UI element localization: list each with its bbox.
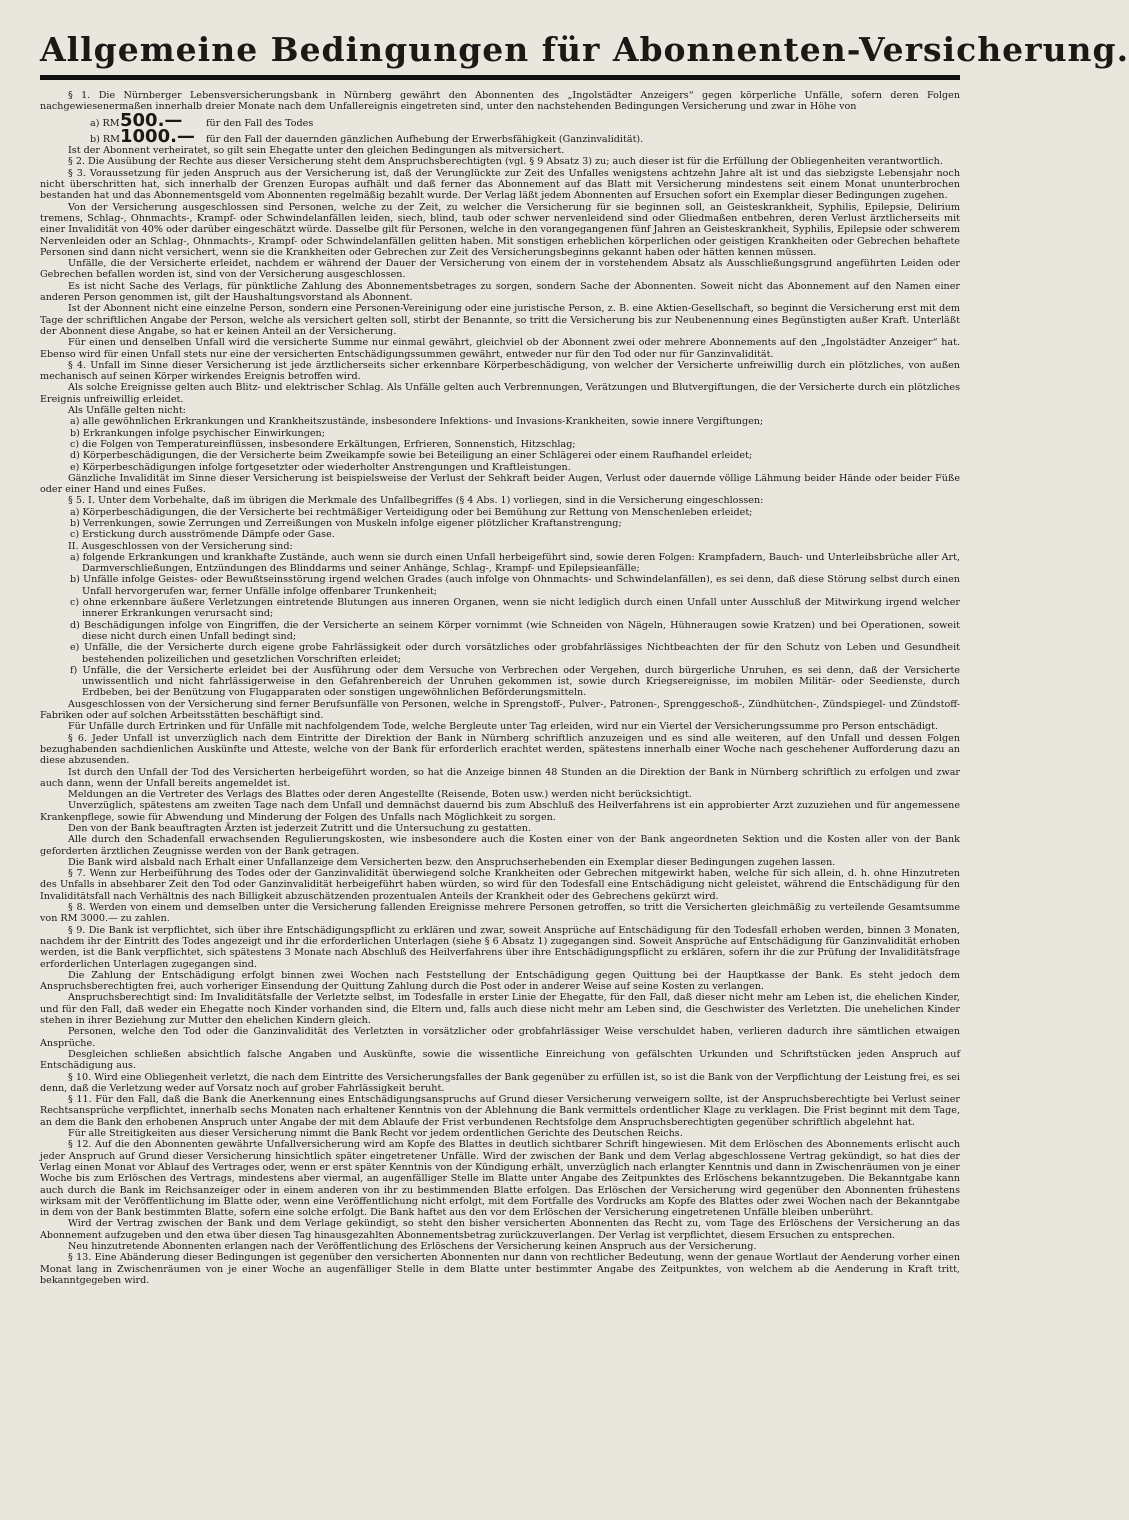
paragraph: § 13. Eine Abänderung dieser Bedingungen ist gegenüber den versicherten Abonnenten nur dann von rechtlicher Bedeutung, wenn der genaue Wortlaut der Aenderung vorher einen Monat lang in Zwischenräumen von je einer Woche an augenfälliger Stelle in dem Blatte unter bestimmter Angabe des Zeitpunktes, von welchem ab die Aenderung in Kraft tritt, bekanntgegeben wird. [40,1252,960,1286]
paragraph: § 5. I. Unter dem Vorbehalte, daß im übrigen die Merkmale des Unfallbegriffes (§ 4 Abs. 1) vorliegen, sind in die Versicherung eingeschlossen: [68,495,764,507]
paragraph: Ist der Abonnent nicht eine einzelne Person, sondern eine Personen-Vereinigung oder eine juristische Person, z. B. eine Aktien-Gesellschaft, so beginnt die Versicherung erst mit dem Tage der schriftlichen Angabe der Person, welche als versichert gelten soll, stirbt der Benannte, so tritt die Versicherung bis zur Neubenennung eines Begünstigten außer Kraft. Unterläßt der Abonnent diese Angabe, so hat er keinen Anteil an der Versicherung. [40,303,960,337]
list-item: a) folgende Erkrankungen und krankhafte Zustände, auch wenn sie durch einen Unfall herbeigeführt sind, sowie deren Folgen: Krampfadern, Bauch- und Unterleibsbrüche aller Art, Darmverschließungen, Entzündungen des Blinddarms und seiner Anhänge, Schlag-, Krampf- und Epilepsieanfälle; [70,551,960,575]
amount-label: a) RM [90,117,120,129]
exclusion-list-2 [70,552,960,699]
section-main [40,145,960,416]
paragraph: Für einen und denselben Unfall wird die versicherte Summe nur einmal gewährt, gleichviel ob der Abonnent zwei oder mehrere Abonnements auf den „Ingolstädter Anzeiger“ hat. Ebenso wird für einen Unfall stets nur eine der versicherten Entschädigungssummen gewährt, entweder nur für den Tod oder nur für Ganzinvalidität. [40,337,960,360]
list-item: a) Körperbeschädigungen, die der Versicherte bei rechtmäßiger Verteidigung oder bei Bemühung zur Rettung von Menschenleben erleidet; [70,506,753,518]
paragraph: Für alle Streitigkeiten aus dieser Versicherung nimmt die Bank Recht vor jedem ordentlichen Gerichte des Deutschen Reichs. [68,1128,683,1140]
paragraph: Für Unfälle durch Ertrinken und für Unfälle mit nachfolgendem Tode, welche Bergleute unter Tag erleiden, wird nur ein Viertel der Versicherungssumme pro Person entschädigt. [68,721,939,733]
paragraph: § 11. Für den Fall, daß die Bank die Anerkennung eines Entschädigungsanspruchs auf Grund dieser Versicherung verweigern sollte, ist der Anspruchsberechtigte bei Verlust seiner Rechtsansprüche verpflichtet, innerhalb sechs Monaten nach erhaltener Kenntnis von der Ablehnung die Bank vermittels ordentlicher Klage zu verklagen. Die Frist beginnt mit dem Tage, an dem die Bank den erhobenen Anspruch unter Angabe der mit dem Ablaufe der Frist verbundenen Rechtsfolge dem Anspruchsberechtigten gegenüber schriftlich abgelehnt hat. [40,1094,960,1128]
list-item: e) Unfälle, die der Versicherte durch eigene grobe Fahrlässigkeit oder durch vorsätzliches oder grobfahrlässiges Nichtbeachten der für den Schutz von Leben und Gesundheit bestehenden polizeilichen und gesetzlichen Vorschriften erleidet; [70,642,960,665]
intro-paragraph: § 1. Die Nürnberger Lebensversicherungsbank in Nürnberg gewährt den Abonnenten des „Ingolstädter Anzeigers“ gegen körperliche Unfälle, sofern deren Folgen nachgewiesenermaßen innerhalb dreier Monate nach dem Unfallereignis eingetreten sind, unter den nachstehenden Bedingungen Versicherung und zwar in Höhe von [40,90,960,113]
paragraph: Alle durch den Schadenfall erwachsenden Regulierungskosten, wie insbesondere auch die Kosten einer von der Bank angeordneten Sektion und die Kosten aller von der Bank geforderten ärztlichen Zeugnisse werden von der Bank getragen. [40,834,960,857]
paragraph: Die Bank wird alsbald nach Erhalt einer Unfallanzeige dem Versicherten bezw. den Anspruchserhebenden ein Exemplar dieser Bedingungen zugehen lassen. [68,856,836,868]
paragraph: § 2. Die Ausübung der Rechte aus dieser Versicherung steht dem Anspruchsberechtigten (vgl. § 9 Absatz 3) zu; auch dieser ist für die Erfüllung der Obliegenheiten verantwortlich. [68,156,943,168]
paragraph: Wird der Vertrag zwischen der Bank und dem Verlage gekündigt, so steht den bisher versicherten Abonnenten das Recht zu, vom Tage des Erlöschens der Versicherung an das Abonnement aufzugeben und den etwa über diesen Tag hinausgezahlten Abonnementsbetrag zurückzuverlangen. Der Verlag ist verpflichtet, diesem Ersuchen zu entsprechen. [40,1218,960,1241]
section-claims [40,699,960,1286]
paragraph: § 6. Jeder Unfall ist unverzüglich nach dem Eintritte der Direktion der Bank in Nürnberg schriftlich anzuzeigen und es sind alle weiteren, auf den Unfall und dessen Folgen bezughabenden sachdienlichen Auskünfte und Atteste, welche von der Bank für erforderlich erachtet werden, spätestens innerhalb einer Woche nach geschehener Aufforderung dazu an diese abzusenden. [40,732,960,767]
paragraph: Unverzüglich, spätestens am zweiten Tage nach dem Unfall und demnächst dauernd bis zum Abschluß des Heilverfahrens ist ein approbierter Arzt zuzuziehen und für angemessene Krankenpflege, sowie für Abwendung und Minderung der Folgen des Unfalls nach Möglichkeit zu sorgen. [40,800,960,823]
list-item: c) Erstickung durch ausströmende Dämpfe oder Gase. [70,529,335,541]
paragraph: Ausgeschlossen von der Versicherung sind ferner Berufsunfälle von Personen, welche in Sprengstoff-, Pulver-, Patronen-, Sprenggeschoß-, Zündhütchen-, Zündspiegel- und Zündstoff-Fabriken oder auf solchen Arbeitsstätten beschäftigt sind. [40,698,960,722]
paragraph: § 10. Wird eine Obliegenheit verletzt, die nach dem Eintritte des Versicherungsfalles der Bank gegenüber zu erfüllen ist, so ist die Bank von der Verpflichtung der Leistung frei, es sei denn, daß die Verletzung weder auf Vorsatz noch auf grober Fahrlässigkeit beruht. [40,1071,960,1094]
paragraph: Die Zahlung der Entschädigung erfolgt binnen zwei Wochen nach Feststellung der Entschädigung gegen Quittung bei der Hauptkasse der Bank. Es steht jedoch dem Anspruchsberechtigten frei, auch vorheriger Einsendung der Quittung Zahlung durch die Post oder in anderer Weise auf seine Kosten zu verlangen. [40,969,960,993]
paragraph: Ist der Abonnent verheiratet, so gilt sein Ehegatte unter den gleichen Bedingungen als mitversichert. [68,145,565,157]
list-item: d) Körperbeschädigungen, die der Versicherte beim Zweikampfe sowie bei Beteiligung an einer Schlägerei oder einem Raufhandel erleidet; [70,450,753,462]
paragraph: Den von der Bank beauftragten Ärzten ist jederzeit Zutritt und die Untersuchung zu gestatten. [68,823,532,834]
document-title: Allgemeine Bedingungen für Abonnenten-Versicherung. [40,30,1129,69]
amount-text: für den Fall des Todes [206,117,314,129]
list3-intro: II. Ausgeschlossen von der Versicherung sind: [68,540,293,552]
paragraph: Ist durch den Unfall der Tod des Versicherten herbeigeführt worden, so hat die Anzeige binnen 48 Stunden an die Direktion der Bank in Nürnberg schriftlich zu erfolgen und zwar auch dann, wenn der Unfall bereits angemeldet ist. [40,766,960,789]
paragraph: Es ist nicht Sache des Verlags, für pünktliche Zahlung des Abonnementsbetrages zu sorgen, sondern Sache der Abonnenten. Soweit nicht das Abonnement auf den Namen einer anderen Person genommen ist, gilt der Haushaltungsvorstand als Abonnent. [40,280,960,304]
paragraph: Unfälle, die der Versicherte erleidet, nachdem er während der Dauer der Versicherung von einem der in vorstehendem Absatz als Ausschließungsgrund angeführten Leiden oder Gebrechen befallen worden ist, sind von der Versicherung ausgeschlossen. [40,258,960,281]
paragraph: Desgleichen schließen absichtlich falsche Angaben und Auskünfte, sowie die wissentliche Einreichung von gefälschten Urkunden und Schriftstücken jeden Anspruch auf Entschädigung aus. [40,1048,960,1072]
exclusion-list [70,416,960,472]
list-item: d) Beschädigungen infolge von Eingriffen, die der Versicherte an seinem Körper vornimmt (wie Schneiden von Nägeln, Hühneraugen sowie Kratzen) und bei Operationen, soweit diese nicht durch einen Unfall bedingt sind; [70,619,960,642]
title-rule [40,75,960,80]
list-item: c) die Folgen von Temperatureinflüssen, insbesondere Erkältungen, Erfrieren, Sonnenstich, Hitzschlag; [70,438,576,450]
list-item: b) Verrenkungen, sowie Zerrungen und Zerreißungen von Muskeln infolge eigener plötzlicher Kraftanstrengung; [70,517,622,529]
list-item: b) Erkrankungen infolge psychischer Einwirkungen; [70,427,325,439]
amount-text: für den Fall der dauernden gänzlichen Aufhebung der Erwerbsfähigkeit (Ganzinvalidität). [206,133,644,145]
paragraph: § 3. Voraussetzung für jeden Anspruch aus der Versicherung ist, daß der Verunglückte zur Zeit des Unfalles wenigstens achtzehn Jahre alt ist und das siebzigste Lebensjahr noch nicht überschritten hat, sich innerhalb der Grenzen Europas aufhält und daß ferner das Abonnement auf das Blatt mit Versicherung mindestens seit einem Monat ununterbrochen bestanden hat und das Abonnementsgeld vom Abonnenten regelmäßig bezahlt wurde. Der Verlag läßt jedem Abonnenten auf Ersuchen sofort ein Exemplar dieser Bedingungen zugehen. [40,167,960,202]
list-item: f) Unfälle, die der Versicherte erleidet bei der Ausführung oder dem Versuche von Verbrechen oder Vergehen, durch bürgerliche Unruhen, es sei denn, daß der Versicherte unwissentlich und nicht fahrlässigerweise in den Gefahrenbereich der Unruhen gekommen ist, sowie durch Kriegsereignisse, im mobilen Militär- oder Seedienste, durch Erdbeben, bei der Benützung von Flugapparaten oder sonstigen ungewöhnlichen Beförderungsmitteln. [70,664,960,699]
paragraph: Neu hinzutretende Abonnenten erlangen nach der Veröffentlichung des Erlöschens der Versicherung keinen Anspruch aus der Versicherung. [68,1240,757,1252]
paragraph: § 4. Unfall im Sinne dieser Versicherung ist jede ärztlicherseits sicher erkennbare Körperbeschädigung, von welcher der Versicherte unfreiwillig durch ein plötzliches, von außen mechanisch auf seinen Körper wirkendes Ereignis betroffen wird. [40,359,960,383]
amount-death [90,109,960,131]
list-item: a) alle gewöhnlichen Erkrankungen und Krankheitszustände, insbesondere Infektions- und Invasions-Krankheiten, sowie innere Vergiftungen; [70,416,764,428]
paragraph: § 8. Werden von einem und demselben unter die Versicherung fallenden Ereignisse mehrere Personen getroffen, so tritt die Versicherten gleichmäßig zu verteilende Gesamtsumme von RM 3000.— zu zahlen. [40,902,960,925]
paragraph: § 9. Die Bank ist verpflichtet, sich über ihre Entschädigungspflicht zu erklären und zwar, soweit Ansprüche auf Entschädigung für den Todesfall erhoben werden, binnen 3 Monaten, nachdem ihr der Eintritt des Todes angezeigt und ihr die erforderlichen Unterlagen (siehe § 6 Absatz 1) zugegangen sind. Soweit Ansprüche auf Entschädigung für Ganzinvalidität erhoben werden, ist die Bank verpflichtet, sich spätestens 3 Monate nach Abschluß des Heilverfahrens über ihre Entschädigungspflicht zu erklären, sofern ihr die zur Prüfung der Invaliditätsfrage erforderlichen Unterlagen zugegangen sind. [40,924,960,970]
inclusion-list [70,507,960,541]
paragraph: § 7. Wenn zur Herbeiführung des Todes oder der Ganzinvalidität überwiegend solche Krankheiten oder Gebrechen mitgewirkt haben, welche für sich allein, d. h. ohne Hinzutreten des Unfalls in absehbarer Zeit den Tod oder Ganzinvalidität herbeigeführt haben würden, so wird für den Todesfall eine Entschädigung nicht geleistet, während die Entschädigung für den Invaliditätsfall nach Verhältnis des nach Billigkeit abzuschätzenden prozentualen Anteils der Krankheit oder des Gebrechens gekürzt wird. [40,868,960,902]
paragraph: Als Unfälle gelten nicht: [68,405,186,417]
amount-label: b) RM [90,133,120,145]
amount-value: 500.— [120,109,183,131]
paragraph: Personen, welche den Tod oder die Ganzinvalidität des Verletzten in vorsätzlicher oder grobfahrlässiger Weise verschuldet haben, verlieren dadurch ihre sämtlichen etwaigen Ansprüche. [40,1026,960,1049]
paragraph: Meldungen an die Vertreter des Verlags des Blattes oder deren Angestellte (Reisende, Boten usw.) werden nicht berücksichtigt. [68,789,692,801]
list-item: e) Körperbeschädigungen infolge fortgesetzter oder wiederholter Anstrengungen und Kraftleistungen. [70,461,571,473]
list-item: c) ohne erkennbare äußere Verletzungen eintretende Blutungen aus inneren Organen, wenn sie nicht lediglich durch einen Unfall unter Ausschluß der Mitwirkung irgend welcher innerer Erkrankungen verursacht sind; [70,597,960,620]
paragraph: Anspruchsberechtigt sind: Im Invaliditätsfalle der Verletzte selbst, im Todesfalle in erster Linie der Ehegatte, für den Fall, daß dieser nicht mehr am Leben ist, die ehelichen Kinder, und für den Fall, daß weder ein Ehegatte noch Kinder vorhanden sind, die Eltern und, falls auch diese nicht mehr am Leben sind, die Geschwister des Verletzten. Die unehelichen Kinder stehen in ihrer Beziehung zur Mutter den ehelichen Kindern gleich. [40,992,960,1027]
section-invalidity [40,473,960,507]
paragraph: Von der Versicherung ausgeschlossen sind Personen, welche zu der Zeit, zu welcher die Versicherung für sie beginnen soll, an Geisteskrankheit, Syphilis, Epilepsie, Delirium tremens, Schlag-, Ohnmachts-, Krampf- oder Schwindelanfällen leiden, siech, blind, taub oder schwer nervenleidend sind oder Gliedmaßen entbehren, deren Verlust ärztlicherseits mit einer Invalidität von 40% oder darüber eingeschätzt würde. Dasselbe gilt für Personen, welche in den vorangegangenen fünf Jahren an Geisteskrankheit, Syphilis, Epilepsie oder schwerem Nervenleiden oder an Schlag-, Ohnmachts-, Krampf- oder Schwindelanfällen gelitten haben. Mit sonstigen erheblichen körperlichen oder geistigen Krankheiten oder Gebrechen behaftete Personen sind dann nicht versichert, wenn sie die Krankheiten oder Gebrechen zur Zeit des Versicherungsbeginns gekannt haben oder hätten kennen müssen. [40,201,960,258]
amount-invalidity [90,125,960,147]
document-body [40,90,960,1286]
paragraph: § 12. Auf die den Abonnenten gewährte Unfallversicherung wird am Kopfe des Blattes in deutlich sichtbarer Schrift hingewiesen. Mit dem Erlöschen des Abonnements erlischt auch jeder Anspruch auf Grund dieser Versicherung hinsichtlich später eingetretener Unfälle. Wird der zwischen der Bank und dem Verlag abgeschlossene Vertrag gekündigt, so hat dies der Verlag einen Monat vor Ablauf des Vertrages oder, wenn er erst später Kenntnis von der Kündigung erhält, unverzüglich nach erlangter Kenntnis und dann in Zwischenräumen von je einer Woche bis zum Erlöschen des Vertrags, mindestens aber viermal, an augenfälliger Stelle im Blatte unter Angabe des Zeitpunktes des Erlöschens bekanntzugeben. Die Bekanntgabe kann auch durch die Bank im Reichsanzeiger oder in einem anderen von ihr zu bestimmenden Blatte erfolgen. Das Erlöschen der Versicherung wird gegenüber den Abonnenten frühestens wirksam mit der Veröffentlichung im Blatte oder, wenn eine Veröffentlichung nicht erfolgt, mit dem Fortfalle des Vordrucks am Kopfe des Blattes oder zwei Wochen nach der Bekanntgabe in dem von der Bank bestimmten Blatte, sofern eine solche erfolgt. Die Bank haftet aus den vor dem Erlöschen der Versicherung eingetretenen Unfälle bleiben unberührt. [40,1139,960,1219]
paragraph: Als solche Ereignisse gelten auch Blitz- und elektrischer Schlag. Als Unfälle gelten auch Verbrennungen, Verätzungen und Blutvergiftungen, die der Versicherte durch ein plötzliches Ereignis unfreiwillig erleidet. [40,382,960,405]
paragraph: Gänzliche Invalidität im Sinne dieser Versicherung ist beispielsweise der Verlust der Sehkraft beider Augen, Verlust oder dauernde völlige Lähmung beider Hände oder beider Füße oder einer Hand und eines Fußes. [40,472,960,496]
amount-value: 1000.— [120,125,195,147]
list-item: b) Unfälle infolge Geistes- oder Bewußtseinsstörung irgend welchen Grades (auch infolge von Ohnmachts- und Schwindelanfällen), es sei denn, daß diese Störung selbst durch einen Unfall hervorgerufen war, ferner Unfälle infolge offenbarer Trunkenheit; [70,574,960,597]
